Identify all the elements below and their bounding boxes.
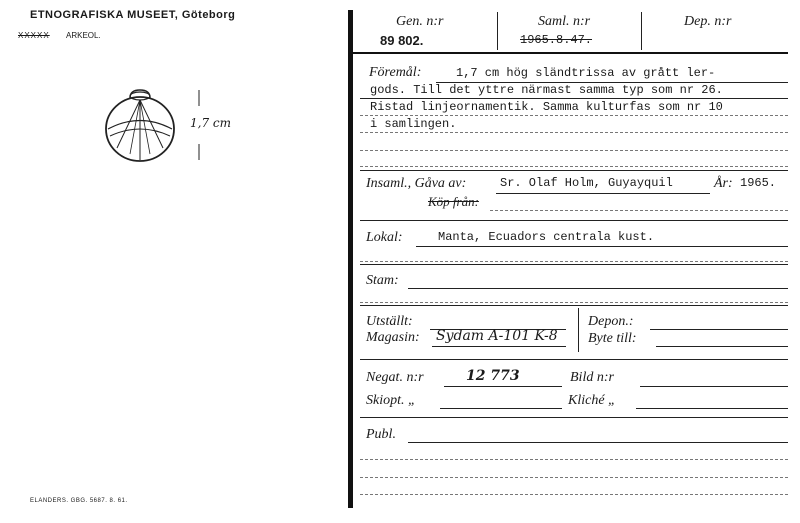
skiopt-label: Skiopt. „ [366,393,416,408]
lokal-value: Manta, Ecuadors centrala kust. [438,230,655,244]
publ-rule-2 [360,459,788,460]
saml-label: Saml. n:r [538,14,591,29]
publ-label: Publ. [366,427,396,442]
publ-rule-4 [360,494,788,495]
bild-label: Bild n:r [570,370,614,385]
saml-value: 1965.8.47. [520,33,593,47]
header-divider-2 [641,12,642,50]
foremal-rule-6 [360,166,788,167]
insaml-rule-2 [490,210,788,211]
negat-underline [444,386,562,387]
publ-rule-3 [360,477,788,478]
publ-top-rule [360,417,788,418]
form-left-border [348,10,353,508]
insaml-underline [496,193,710,194]
lokal-underline [416,246,788,247]
magasin-value: Sydam A-101 K-8 [436,328,558,344]
byte-label: Byte till: [588,331,637,346]
kop-label: Köp från: [428,194,479,209]
kliche-label: Kliché „ [568,393,616,408]
utst-label: Utställt: [366,314,413,329]
byte-underline [656,346,788,347]
bild-underline [640,386,788,387]
dep-label: Dep. n:r [684,14,732,29]
negat-label: Negat. n:r [366,370,424,385]
dept-label: ARKEOL. [66,31,101,40]
insaml-top-rule [360,170,788,171]
printer-line: ELANDERS. GBG. 5687. 8. 61. [30,498,128,504]
utst-divider [578,308,579,352]
stam-rule-2 [360,302,788,303]
gen-label: Gen. n:r [396,14,444,29]
negat-top-rule [360,359,788,360]
foremal-line-2: gods. Till det yttre närmast samma typ som nr 26. [370,83,723,97]
insaml-value: Sr. Olaf Holm, Guyayquil [500,176,673,190]
publ-underline [408,442,788,443]
stam-underline [408,288,788,289]
ar-label: År: [714,176,733,191]
negat-value: 12 773 [466,368,520,384]
gen-value: 89 802. [380,33,424,48]
foremal-line-4: i samlingen. [370,117,457,131]
dept-struck: XXXXX [18,31,50,40]
foremal-label: Föremål: [369,65,422,80]
foremal-rule-4 [360,132,788,133]
utst-top-rule [360,305,788,306]
lokal-rule-2 [360,261,788,262]
lokal-label: Lokal: [366,230,403,245]
foremal-rule-2 [360,98,788,99]
stam-label: Stam: [366,273,399,288]
foremal-rule-3 [360,115,788,116]
depon-label: Depon.: [588,314,634,329]
museum-title: ETNOGRAFISKA MUSEET, Göteborg [30,9,236,21]
kliche-underline [636,408,788,409]
header-divider-1 [497,12,498,50]
insaml-label: Insaml., Gåva av: [366,176,467,191]
measure-label: 1,7 cm [190,116,231,130]
foremal-rule-5 [360,150,788,151]
foremal-line-1: 1,7 cm hög sländtrissa av grått ler- [456,66,716,80]
lokal-top-rule [360,220,788,221]
skiopt-underline [440,408,562,409]
magasin-underline [432,346,566,347]
stam-top-rule [360,264,788,265]
ar-value: 1965. [740,176,777,190]
magasin-label: Magasin: [366,330,420,345]
foremal-line-3: Ristad linjeornamentik. Samma kulturfas som nr 10 [370,100,723,114]
depon-underline [650,329,788,330]
